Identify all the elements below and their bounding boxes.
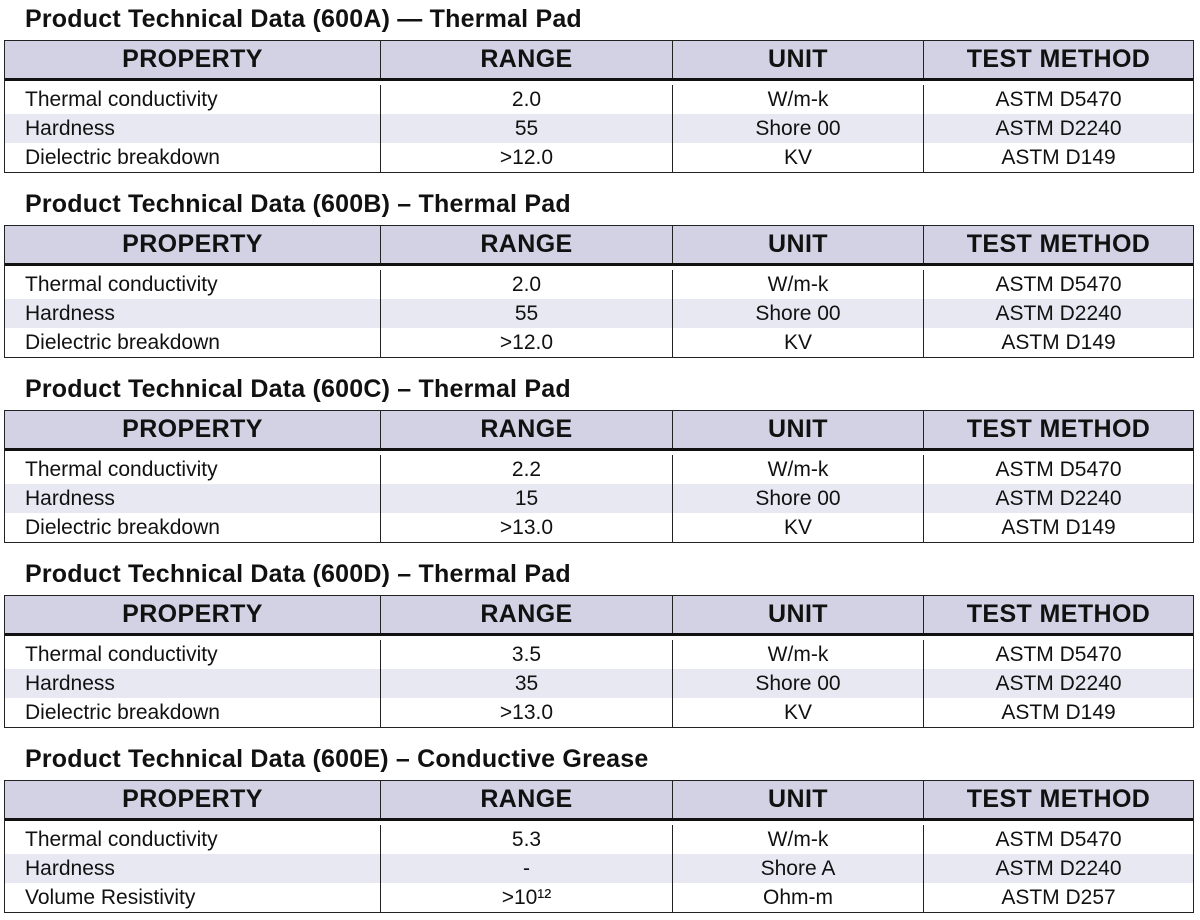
header-test-method: TEST METHOD: [966, 785, 1151, 813]
cell-property: Thermal conductivity: [5, 825, 381, 854]
cell-unit: Shore 00: [673, 114, 924, 143]
cell-test-method: ASTM D5470: [995, 272, 1122, 296]
cell-unit: KV: [673, 143, 924, 172]
cell-property: Hardness: [5, 484, 381, 513]
table-header: [5, 41, 1193, 81]
cell-unit: KV: [673, 513, 924, 542]
table-row: [5, 299, 1193, 328]
cell-test-method: ASTM D2240: [995, 486, 1122, 510]
cell-range: 5.3: [381, 825, 673, 854]
header-unit: UNIT: [673, 226, 924, 263]
cell-property: Hardness: [5, 114, 381, 143]
header-unit: UNIT: [673, 781, 924, 818]
cell-test-method: ASTM D149: [1001, 700, 1116, 724]
cell-property: Thermal conductivity: [5, 455, 381, 484]
cell-property: Dielectric breakdown: [5, 328, 381, 357]
cell-property: Thermal conductivity: [5, 85, 381, 114]
header-range: RANGE: [381, 411, 673, 448]
cell-property: Volume Resistivity: [5, 883, 381, 912]
header-test-method: TEST METHOD: [966, 45, 1151, 73]
cell-range: 15: [381, 484, 673, 513]
cell-range: 2.0: [381, 85, 673, 114]
table-row: [5, 114, 1193, 143]
spec-table: [4, 40, 1194, 173]
spec-table: [4, 225, 1194, 358]
cell-unit: W/m-k: [673, 85, 924, 114]
cell-range: >12.0: [381, 328, 673, 357]
header-range: RANGE: [381, 781, 673, 818]
cell-range: 35: [381, 669, 673, 698]
table-row: [5, 513, 1193, 542]
cell-test-method: ASTM D257: [1001, 885, 1116, 909]
header-property: PROPERTY: [5, 411, 381, 448]
header-test-method: TEST METHOD: [966, 230, 1151, 258]
section-title: Product Technical Data (600B) – Thermal Pad: [25, 190, 571, 218]
cell-range: >12.0: [381, 143, 673, 172]
header-property: PROPERTY: [5, 226, 381, 263]
cell-test-method: ASTM D5470: [995, 457, 1122, 481]
cell-unit: KV: [673, 328, 924, 357]
cell-range: 3.5: [381, 640, 673, 669]
cell-unit: Shore A: [673, 854, 924, 883]
cell-test-method: ASTM D5470: [995, 87, 1122, 111]
cell-unit: Shore 00: [673, 484, 924, 513]
spec-table: [4, 410, 1194, 543]
header-range: RANGE: [381, 596, 673, 633]
cell-test-method: ASTM D2240: [995, 671, 1122, 695]
section-title: Product Technical Data (600A) — Thermal Pad: [25, 5, 582, 33]
cell-unit: Shore 00: [673, 669, 924, 698]
cell-property: Thermal conductivity: [5, 640, 381, 669]
section-title: Product Technical Data (600C) – Thermal Pad: [25, 375, 571, 403]
table-row: [5, 143, 1193, 172]
cell-range: 2.2: [381, 455, 673, 484]
cell-test-method: ASTM D2240: [995, 301, 1122, 325]
cell-unit: W/m-k: [673, 640, 924, 669]
cell-test-method: ASTM D2240: [995, 116, 1122, 140]
cell-property: Thermal conductivity: [5, 270, 381, 299]
header-unit: UNIT: [673, 41, 924, 78]
cell-test-method: ASTM D149: [1001, 145, 1116, 169]
header-unit: UNIT: [673, 411, 924, 448]
cell-unit: Shore 00: [673, 299, 924, 328]
table-row: [5, 328, 1193, 357]
cell-test-method: ASTM D5470: [995, 642, 1122, 666]
cell-test-method: ASTM D2240: [995, 856, 1122, 880]
cell-range: >13.0: [381, 698, 673, 727]
cell-range: 55: [381, 299, 673, 328]
table-row: [5, 698, 1193, 727]
cell-unit: W/m-k: [673, 270, 924, 299]
table-row: [5, 883, 1193, 912]
table-row: [5, 854, 1193, 883]
cell-test-method: ASTM D149: [1001, 515, 1116, 539]
cell-property: Hardness: [5, 854, 381, 883]
header-unit: UNIT: [673, 596, 924, 633]
cell-unit: Ohm-m: [673, 883, 924, 912]
table-row: [5, 85, 1193, 114]
header-range: RANGE: [381, 226, 673, 263]
table-header: [5, 411, 1193, 451]
cell-unit: KV: [673, 698, 924, 727]
table-header: [5, 596, 1193, 636]
header-range: RANGE: [381, 41, 673, 78]
cell-property: Hardness: [5, 299, 381, 328]
section-title: Product Technical Data (600D) – Thermal Pad: [25, 560, 571, 588]
header-test-method: TEST METHOD: [966, 415, 1151, 443]
spec-table: [4, 780, 1194, 913]
cell-range: >10¹²: [381, 883, 673, 912]
cell-property: Dielectric breakdown: [5, 698, 381, 727]
cell-range: 55: [381, 114, 673, 143]
cell-range: 2.0: [381, 270, 673, 299]
cell-property: Dielectric breakdown: [5, 143, 381, 172]
cell-property: Dielectric breakdown: [5, 513, 381, 542]
spec-table: [4, 595, 1194, 728]
table-row: [5, 825, 1193, 854]
cell-range: -: [381, 854, 673, 883]
table-row: [5, 270, 1193, 299]
cell-test-method: ASTM D5470: [995, 827, 1122, 851]
section-title: Product Technical Data (600E) – Conductive Grease: [25, 745, 649, 773]
table-header: [5, 226, 1193, 266]
cell-range: >13.0: [381, 513, 673, 542]
cell-property: Hardness: [5, 669, 381, 698]
header-property: PROPERTY: [5, 596, 381, 633]
table-header: [5, 781, 1193, 821]
table-row: [5, 455, 1193, 484]
table-row: [5, 484, 1193, 513]
cell-unit: W/m-k: [673, 455, 924, 484]
cell-unit: W/m-k: [673, 825, 924, 854]
cell-test-method: ASTM D149: [1001, 330, 1116, 354]
table-row: [5, 640, 1193, 669]
table-row: [5, 669, 1193, 698]
header-property: PROPERTY: [5, 781, 381, 818]
header-property: PROPERTY: [5, 41, 381, 78]
header-test-method: TEST METHOD: [966, 600, 1151, 628]
